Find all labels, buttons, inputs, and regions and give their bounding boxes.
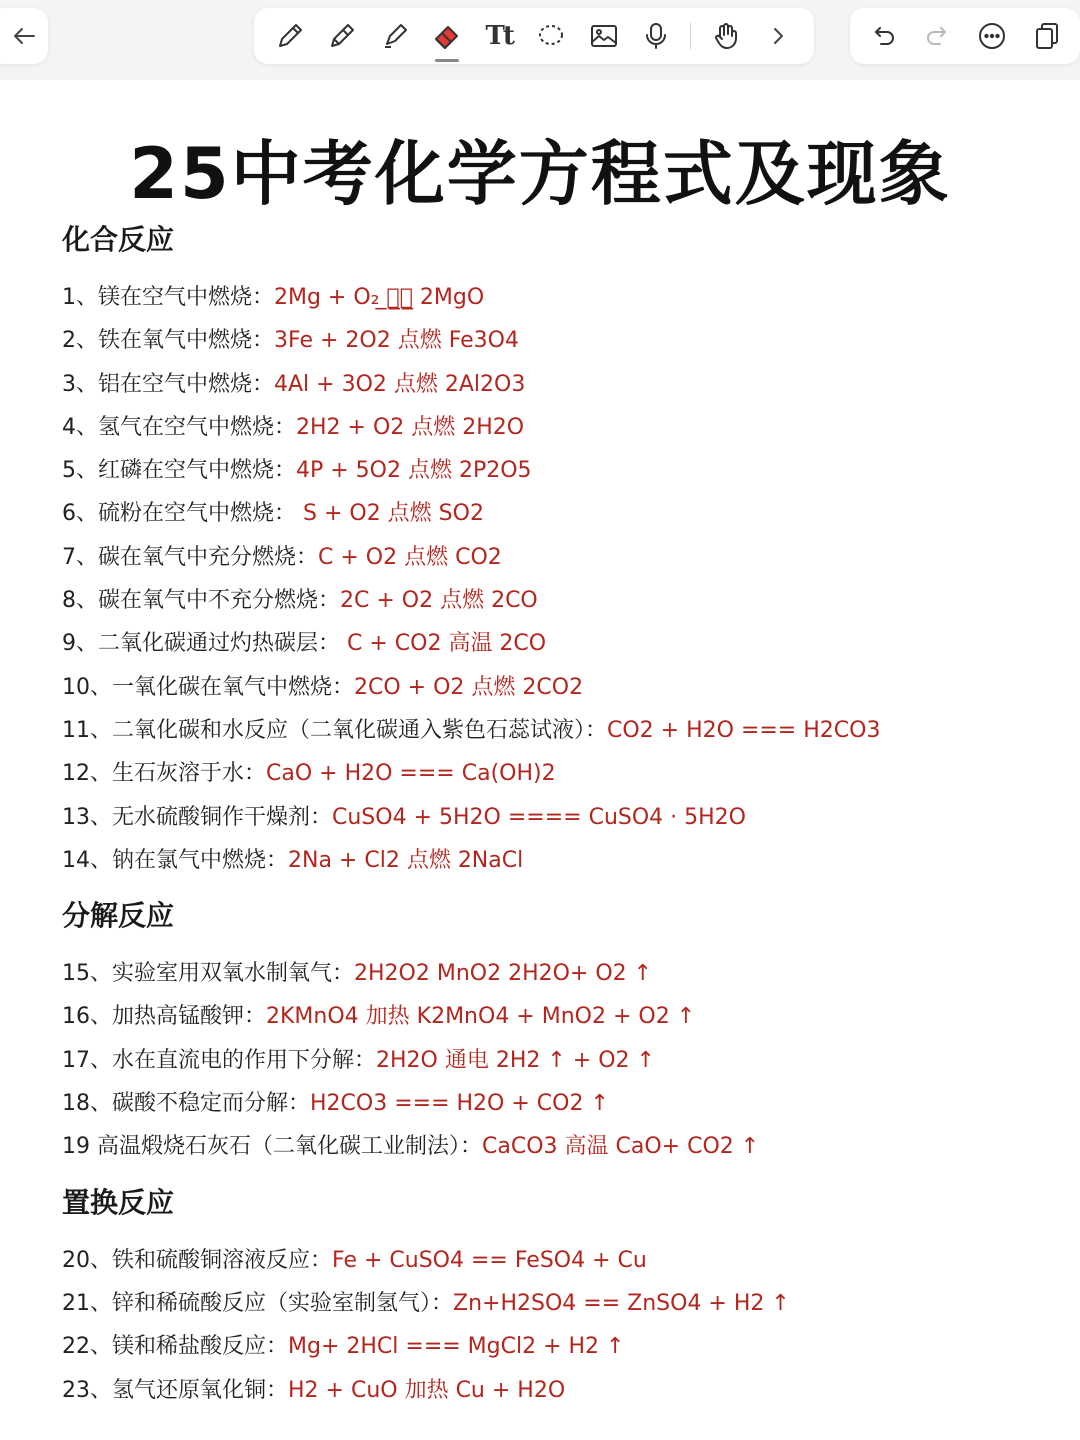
reaction-equation: Fe + CuSO4 == FeSO4 + Cu xyxy=(332,1247,647,1273)
reaction-label: 3、铝在空气中燃烧： xyxy=(62,371,274,397)
reaction-label: 8、碳在氧气中不充分燃烧： xyxy=(62,588,340,614)
reaction-equation: Zn+H2SO4 == ZnSO4 + H2 ↑ xyxy=(453,1290,790,1316)
reaction-equation: 2C + O2 点燃 2CO xyxy=(340,588,538,614)
equation-row xyxy=(62,1282,1052,1325)
reaction-equation: CaO + H2O === Ca(OH)2 xyxy=(266,761,556,787)
highlighter-icon[interactable] xyxy=(377,18,413,54)
equation-row xyxy=(62,622,1052,665)
reaction-equation: H2CO3 === H2O + CO2 ↑ xyxy=(310,1091,609,1117)
equation-row xyxy=(62,709,1052,752)
reaction-equation: 2CO + O2 点燃 2CO2 xyxy=(354,674,584,700)
reaction-equation: 2H2O2 MnO2 2H2O+ O2 ↑ xyxy=(354,961,653,987)
reaction-label: 11、二氧化碳和水反应（二氧化碳通入紫色石蕊试液）： xyxy=(62,717,607,743)
toolbar-divider xyxy=(690,23,691,49)
reaction-label: 17、水在直流电的作用下分解： xyxy=(62,1047,376,1073)
undo-icon[interactable] xyxy=(865,18,901,54)
back-pill xyxy=(0,8,48,64)
reaction-equation: 3Fe + 2O2 点燃 Fe3O4 xyxy=(274,328,519,354)
equation-row xyxy=(62,952,1052,995)
action-tools xyxy=(850,8,1080,64)
reaction-label: 5、红磷在空气中燃烧： xyxy=(62,458,296,484)
equation-row xyxy=(62,406,1052,449)
reaction-equation: 2H2 + O2 点燃 2H2O xyxy=(296,414,525,440)
pencil-icon[interactable] xyxy=(324,18,360,54)
more-icon[interactable] xyxy=(974,18,1010,54)
lasso-icon[interactable] xyxy=(533,18,569,54)
drawing-tools xyxy=(254,8,814,64)
arrow-left-icon[interactable] xyxy=(6,18,42,54)
reaction-label: 1、镁在空气中燃烧： xyxy=(62,285,274,310)
reaction-equation: CuSO4 + 5H2O ==== CuSO4 · 5H2O xyxy=(332,804,746,830)
reaction-equation: Mg+ 2HCl === MgCl2 + H2 ↑ xyxy=(288,1334,625,1360)
section-title: 置换反应 xyxy=(62,1185,175,1219)
equation-row xyxy=(62,1125,1052,1168)
reaction-equation: 4P + 5O2 点燃 2P2O5 xyxy=(296,458,532,484)
reaction-label: 7、碳在氧气中充分燃烧： xyxy=(62,544,318,570)
equation-row xyxy=(62,839,1052,882)
equation-row xyxy=(62,666,1052,709)
equation-row xyxy=(62,363,1052,406)
equation-row xyxy=(62,1369,1052,1412)
equation-row xyxy=(62,492,1052,535)
reaction-label: 9、二氧化碳通过灼热碳层： xyxy=(62,631,340,657)
reaction-label: 16、加热高锰酸钾： xyxy=(62,1004,266,1030)
reaction-equation: CaCO3 高温 CaO+ CO2 ↑ xyxy=(482,1134,760,1160)
reaction-equation: CO2 + H2O === H2CO3 xyxy=(607,717,881,743)
equation-row xyxy=(62,319,1052,362)
image-icon[interactable] xyxy=(586,18,622,54)
reaction-label: 2、铁在氧气中燃烧： xyxy=(62,328,274,354)
reaction-equation: H2 + CuO 加热 Cu + H2O xyxy=(288,1377,566,1403)
equation-row xyxy=(62,1325,1052,1368)
equation-row xyxy=(62,796,1052,839)
equation-row xyxy=(62,1082,1052,1125)
text-icon[interactable]: Tt xyxy=(485,21,513,51)
note-content xyxy=(62,218,1052,1412)
reaction-label: 22、镁和稀盐酸反应： xyxy=(62,1334,288,1360)
section-title: 分解反应 xyxy=(62,899,175,933)
reaction-equation: 2Na + Cl2 点燃 2NaCl xyxy=(288,847,524,873)
equation-row xyxy=(62,579,1052,622)
top-toolbar xyxy=(0,0,1080,80)
reaction-equation: 2H2O 通电 2H2 ↑ + O2 ↑ xyxy=(376,1047,655,1073)
section-gap xyxy=(62,1169,1052,1181)
equation-row xyxy=(62,1239,1052,1282)
reaction-equation: S + O2 点燃 SO2 xyxy=(296,501,484,527)
equation-row xyxy=(62,449,1052,492)
reaction-label: 12、生石灰溶于水： xyxy=(62,761,266,787)
page-title: 25中考化学方程式及现象 xyxy=(129,133,951,215)
reaction-label: 10、一氧化碳在氧气中燃烧： xyxy=(62,674,354,700)
reaction-label: 13、无水硫酸铜作干燥剂： xyxy=(62,804,332,830)
reaction-equation: 2Mg + O₂ ̲点̲燃̲ 2MgO xyxy=(274,285,485,310)
copy-icon[interactable] xyxy=(1029,18,1065,54)
equation-row xyxy=(62,752,1052,795)
reaction-label: 19 高温煅烧石灰石（二氧化碳工业制法）： xyxy=(62,1134,482,1160)
section-title: 化合反应 xyxy=(62,223,175,256)
equation-row xyxy=(62,276,1052,319)
reaction-equation: C + O2 点燃 CO2 xyxy=(318,544,502,570)
reaction-label: 21、锌和稀硫酸反应（实验室制氢气）： xyxy=(62,1290,453,1316)
equation-row xyxy=(62,536,1052,579)
reaction-label: 4、氢气在空气中燃烧： xyxy=(62,414,296,440)
hand-icon[interactable] xyxy=(708,18,744,54)
pen-icon[interactable] xyxy=(272,18,308,54)
chevron-right-icon[interactable] xyxy=(760,18,796,54)
reaction-label: 23、氢气还原氧化铜： xyxy=(62,1377,288,1403)
reaction-label: 18、碳酸不稳定而分解： xyxy=(62,1091,310,1117)
reaction-equation: 4Al + 3O2 点燃 2Al2O3 xyxy=(274,371,526,397)
equation-row xyxy=(62,1039,1052,1082)
reaction-label: 15、实验室用双氧水制氧气： xyxy=(62,961,354,987)
section-gap xyxy=(62,882,1052,894)
mic-icon[interactable] xyxy=(638,18,674,54)
reaction-equation: C + CO2 高温 2CO xyxy=(340,631,547,657)
reaction-equation: 2KMnO4 加热 K2MnO4 + MnO2 + O2 ↑ xyxy=(266,1004,696,1030)
eraser-icon[interactable] xyxy=(429,18,465,54)
reaction-label: 14、钠在氯气中燃烧： xyxy=(62,847,288,873)
redo-icon[interactable] xyxy=(920,18,956,54)
reaction-label: 20、铁和硫酸铜溶液反应： xyxy=(62,1247,332,1273)
reaction-label: 6、硫粉在空气中燃烧： xyxy=(62,501,296,527)
equation-row xyxy=(62,995,1052,1038)
